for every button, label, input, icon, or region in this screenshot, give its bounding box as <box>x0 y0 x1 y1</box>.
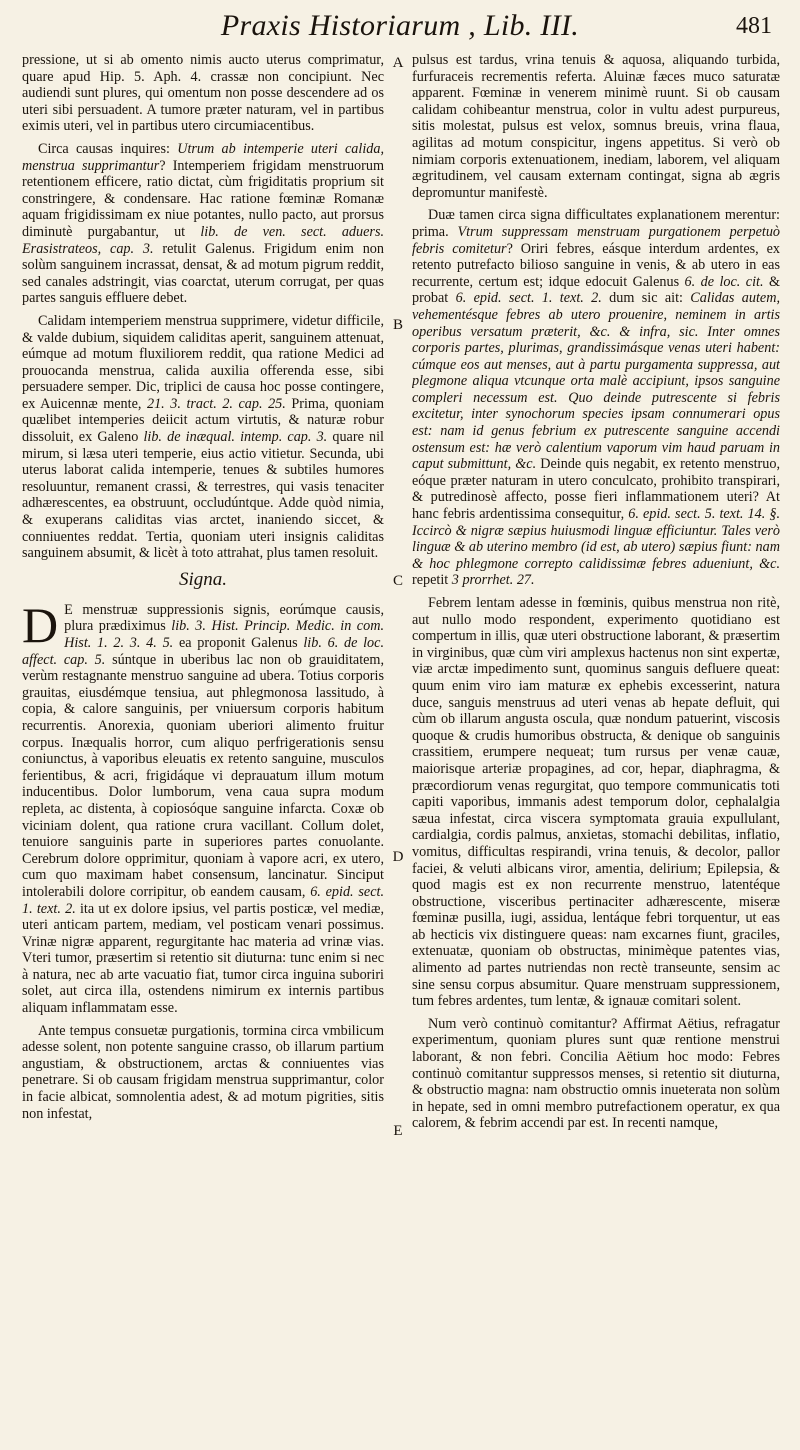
margin-letter-b: B <box>392 317 403 333</box>
left-column <box>22 52 384 1448</box>
paragraph: Num verò continuò comitantur? Affirmat Aëtius, refragatur experimentum, quoniam plures sunt quæ rentione menstrui laborant, & non febri. Concilia Aëtium hoc modo: Febres continuò comitantur suppressos menses, si retentio sit diuturna, & obstructio magna: nam obstructio omnis inueterata non solùm in hepate, sed in omni membro putrefactionem operatur, ex qua calorem, & febrim accendi par est. In recenti namque, <box>412 1015 780 1132</box>
margin-letter-a: A <box>392 55 404 71</box>
running-title: Praxis Historiarum , Lib. III. <box>220 9 580 42</box>
paragraph: Febrem lentam adesse in fœminis, quibus menstrua non ritè, aut nullo modo respondent, experimento quotidiano est compertum in illis, quæ uteri obstructione laborant, & præsertim in virginibus, quæ cùm viri amplexus hactenus non sint expertæ, viæ arctæ impedimento sunt, quominus sanguis defluere queat: quum enim viro iam maturæ ex ephebis excesserint, natura duce, sanguis menstruus ad uteri venas ab hepate defluit, qui cùm ob illarum angusta oscula, quæ nondum patuerint, viscosis quoque & crudis humoribus obstructa, & denique ob sanguinis crassitiem, erumpere nequeat; tum rursus per venæ cauæ, maiorisque arteriæ propagines, ad cor, hepar, diaphragma, & præcordiorum venas regurgitat, quo tempore communicatis toti capiti vaporibus, immanis adest temporum dolor, cephalalgia sæua infestat, circa viscera symptomata grauia expullulant, cardialgia, cordis palmus, anxietas, stomachi debilitas, inflatio, vomitus, difficultas respirandi, vrina tenuis, & decolor, pallor faciei, & veluti albicans viror, amentia, delirium; Epilepsia, & quod magis est ex non recurrente menstruo, latentéque obstructione, visceribus pertinaciter adhærescente, miseræ fœminæ pusilla, iugi, assidua, lentáque febri torquentur, ut eas ab hecticis vix distinguere queas: nam excarnes fiunt, graciles, extenuatæ, quoniam ob obstructas, minimèque patentes vias, alimento ad partes nutriendas non rectè transeunte, sensim ac sine sensu corpus absumitur. Quare menstruam suppressionem, tum febres ardentes, tum lentæ, & ignauæ comitari solent. <box>412 595 780 1010</box>
section-heading: Signa. <box>178 568 228 590</box>
page-number: 481 <box>736 13 772 39</box>
paragraph: pulsus est tardus, vrina tenuis & aquosa, aliquando turbida, furfuraceis recrementis referta. Aluinæ fæces muco saturatæ apparent. Fœminæ in venerem minimè ruunt. Si ob causam calidam cohibeantur menstrua, color in vultu adest purpureus, sitis molestat, pulsus est velox, somnus breuis, vrina flaua, agilitas ad motum conspicitur, ingens appetitus. Si verò ob nimiam corporis extenuationem, inediam, laborem, vel aliquam ægritudinem, vel causam externam contingat, signa ab ægris depromuntur manifestè. <box>412 52 780 201</box>
paragraph: pressione, ut si ab omento nimis aucto uterus comprimatur, quare apud Hip. 5. Aph. 4. crassæ non concipiunt. Nec audiendi sunt plures, qui omentum non posse descendere ad os uteri sibi persuadent. A tumore præter naturam, vel in partibus eximis uteri, vel in partibus utero circumiacentibus. <box>22 52 384 135</box>
margin-letter-c: C <box>392 573 403 589</box>
paragraph: D E menstruæ suppressionis signis, eorúmque causis, plura prædiximus lib. 3. Hist. Princip. Medic. in com. Hist. 1. 2. 3. 4. 5. ea proponit Galenus lib. 6. de loc. affect. cap. 5. súntque in uberibus lac non ob grauiditatem, verùm restagnante menstruo sanguine ad ubera. Totius corporis grauitas, eiusdémque tensiua, aut phlegmonosa lassitudo, à copia, & calore sanguinis, per vniuersum corporis habitum recurrentis. Anorexia, quoniam uberiori alimento fruitur corpus. Inæqualis horror, cum aliquo perfrigerationis sensu coniunctus, à vaporibus eleuatis ex retento sanguine, musculos ferientibus, & acri, frigidáque vi deprauatum illum motum inducentibus. Dolor lumborum, vena caua supra modum repleta, ac distenta, à copiosóque sanguine infarcta. Coxæ ob viciniam dolent, qua ratione crura vacillant. Collum dolet, tenuiore sanguinis parte in superiores partes conuolante. Cerebrum dolore opprimitur, quoniam à vapore acri, ex utero, cum quo maximam habet consensum, lancinatur. Sinciput intolerabili dolore corripitur, ob eandem causam, 6. epid. sect. 1. text. 2. ita ut ex dolore ipsius, vel partis posticæ, vel mediæ, uteri anticam partem, mediam, vel posticam venari possimus. Vrinæ nigræ apparent, regurgitante hac materia ad vrinæ vias. Vteri tumor, præsertim si retentio sit diuturna: tunc enim si nec à natura, nec ab arte vacuatio fiat, tumor circa inguina suboriri solet, aut circa illa, ostendens nimirum ex internis partibus aliquam inflammatam esse. <box>22 596 384 1017</box>
paragraph: Ante tempus consuetæ purgationis, tormina circa vmbilicum adesse solent, non potente sanguine crasso, ob illarum partium angustiam, & obstructionem, arctas & conniuentes vias penetrare. Si ob causam frigidam menstrua supprimantur, color in facie albicat, somnolentia adest, & ad motum pigrities, sitis non infestat, <box>22 1022 384 1122</box>
page-header <box>22 6 778 46</box>
margin-letter-e: E <box>393 1123 403 1139</box>
paragraph: Duæ tamen circa signa difficultates explanationem merentur: prima. Vtrum suppressam menstruam purgationem perpetuò febris comitetur? Oriri febres, eásque interdum ardentes, ex retento putrefacto bilioso sanguine in venis, & ab utero in eas recurrente, certum est; idque edocuit Galenus 6. de loc. cit. & probat 6. epid. sect. 1. text. 2. dum sic ait: Calidas autem, vehementésque febres ab utero prouenire, neminem in artis operibus versatum præterit, &c. & infra, sic. Inter omnes corporis partes, plurimas, grandissimásque venas uteri habent: cúmque eos aut menses, aut à partu purgamenta suppressa, aut plegmone aliqua vtcunque orta malè accipiunt, ipsos sanguine compleri necessum est. Quo deinde putrescente si febris excitetur, inter synochorum species ipsam connumerari opus est: nam id genus febrium ex putrescente sanguine accendi ostensum est: hæ verò calentium vaporum vim haud paruam in caput submittunt, &c. Deinde quis negabit, ex retento menstruo, eóque præter naturam in utero conculcato, prohibito transpirari, & putredinosè affecto, posse fieri inflammationem uteri? At hanc febris ardentissima consequitur, 6. epid. sect. 5. text. 14. §. Iccircò & nigræ sæpius huiusmodi linguæ efficiuntur. Tales verò linguæ & ab uterino membro (id est, ab utero) sæpius fiunt: nam & hoc phlegmone correpto calidissimæ febres adueniunt, &c. repetit 3 prorrhet. 27. <box>412 207 780 589</box>
paragraph: Calidam intemperiem menstrua supprimere, videtur difficile, & valde dubium, siquidem caliditas aperit, sanguinem attenuat, eúmque ad motum fluxiliorem reddit, qua ratione Medici ad prouocanda menstrua, calida auxilia offerenda esse, sibi persuadere semper. Dic, triplici de causa hoc posse contingere, ex Auicennæ mente, 21. 3. tract. 2. cap. 25. Prima, quoniam quælibet intemperies deiicit actum virtutis, & naturæ robur dissoluit, ex Galeno lib. de inæqual. intemp. cap. 3. quare nil mirum, si læsa uteri temperie, eius actio vitietur. Secunda, ubi uterus laborat calida intemperie, tenues & subtiles humores resoluuntur, remanent crassi, & terrestres, qui vasis tenaciter adhærescentes, ea obstruunt, occludúntque. Adde quòd nimia, & exuperans caliditas vias arctet, inaniendo siccet, & conniuentes reddat. Tertia, quoniam uteri insignis caliditas sanguinem absumit, & licèt à toto attrahat, plus tamen resoluit. <box>22 312 384 562</box>
paragraph: Circa causas inquires: Utrum ab intemperie uteri calida, menstrua supprimantur? Intemperiem frigidam menstruorum retentionem efficere, ratio dictat, cùm frigiditatis proprium sit constringere, & condensare. Hac ratione fœminæ Romanæ aquam frigidissimam ex niue potantes, nullo pacto, aut prorsus diminutè purgabantur, ut lib. de ven. sect. aduers. Erasistrateos, cap. 3. retulit Galenus. Frigidum enim non solùm sanguinem incrassat, densat, & ad motum pigrum reddit, sed canales adstringit, vias coarctat, uterum corrugat, per quas partes sanguis effluere debet. <box>22 140 384 307</box>
drop-cap: D <box>22 596 59 653</box>
right-column <box>412 52 780 1448</box>
margin-letter-d: D <box>392 849 404 865</box>
